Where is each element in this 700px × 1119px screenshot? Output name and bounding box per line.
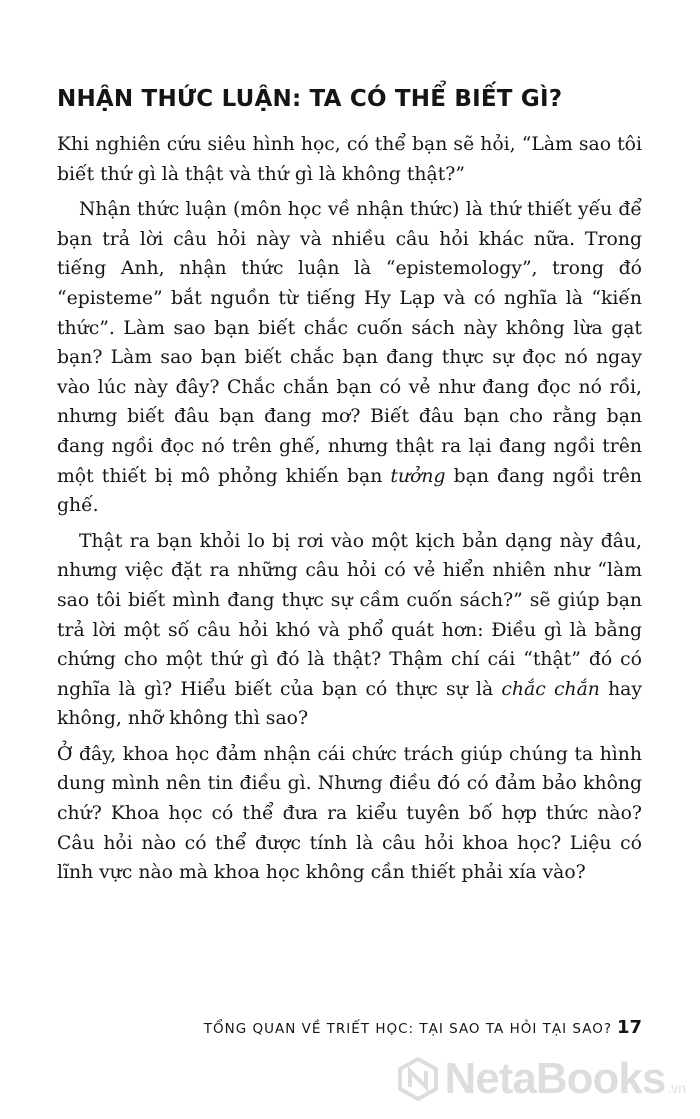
page-number: 17 (616, 1017, 642, 1038)
paragraph-3-italic: chắc chắn (501, 678, 600, 700)
body-text (57, 130, 642, 894)
paragraph-2-italic: tưởng (390, 465, 446, 487)
running-head: TỔNG QUAN VỀ TRIẾT HỌC: TẠI SAO TA HỎI TẠI SAO? (203, 1021, 612, 1037)
netabooks-logo-icon (396, 1057, 440, 1101)
paragraph-3-after: hay không, nhỡ không thì sao? (57, 678, 642, 730)
paragraph-2-after: bạn đang ngồi trên ghế. (57, 465, 642, 517)
paragraph-1-text: Khi nghiên cứu siêu hình học, có thể bạn sẽ hỏi, “Làm sao tôi biết thứ gì là thật và thứ gì là không thật?” (57, 134, 642, 185)
paragraph-1 (57, 130, 642, 189)
watermark (396, 1052, 686, 1106)
section-heading: NHẬN THỨC LUẬN: TA CÓ THỂ BIẾT GÌ? (57, 86, 563, 112)
watermark-brand: NetaBooks (444, 1054, 666, 1103)
paragraph-4-text: Ở đây, khoa học đảm nhận cái chức trách giúp chúng ta hình dung mình nên tin điều gì. Nhưng điều đó có đảm bảo không chứ? Khoa học có thể đưa ra kiểu tuyên bố hợp thức nào? Câu hỏi nào có thể được tính là câu hỏi khoa học? Liệu có lĩnh vực nào mà khoa học không cần thiết phải xía vào? (57, 743, 642, 884)
page-footer (0, 1017, 700, 1047)
paragraph-3 (57, 527, 642, 734)
paragraph-4 (57, 740, 642, 888)
paragraph-2-text: Nhận thức luận (môn học về nhận thức) là thứ thiết yếu để bạn trả lời câu hỏi này và nhiều câu hỏi khác nữa. Trong tiếng Anh, nhận thức luận là “epistemology”, trong đó “episteme” bắt nguồn từ tiếng Hy Lạp và có nghĩa là “kiến thức”. Làm sao bạn biết chắc cuốn sách này không lừa gạt bạn? Làm sao bạn biết chắc bạn đang thực sự đọc nó ngay vào lúc này đây? Chắc chắn bạn có vẻ như đang đọc nó rồi, nhưng biết đâu bạn đang mơ? Biết đâu bạn cho rằng bạn đang ngồi đọc nó trên ghế, nhưng thật ra lại đang ngồi trên một thiết bị mô phỏng khiến bạn (57, 199, 642, 487)
paragraph-3-text: Thật ra bạn khỏi lo bị rơi vào một kịch bản dạng này đâu, nhưng việc đặt ra những câu hỏi có vẻ hiển nhiên như “làm sao tôi biết mình đang thực sự cầm cuốn sách?” sẽ giúp bạn trả lời một số câu hỏi khó và phổ quát hơn: Điều gì là bằng chứng cho một thứ gì đó là thật? Thậm chí cái “thật” đó có nghĩa là gì? Hiểu biết của bạn có thực sự là (57, 530, 642, 700)
paragraph-2 (57, 195, 642, 521)
watermark-suffix: .vn (667, 1080, 686, 1096)
